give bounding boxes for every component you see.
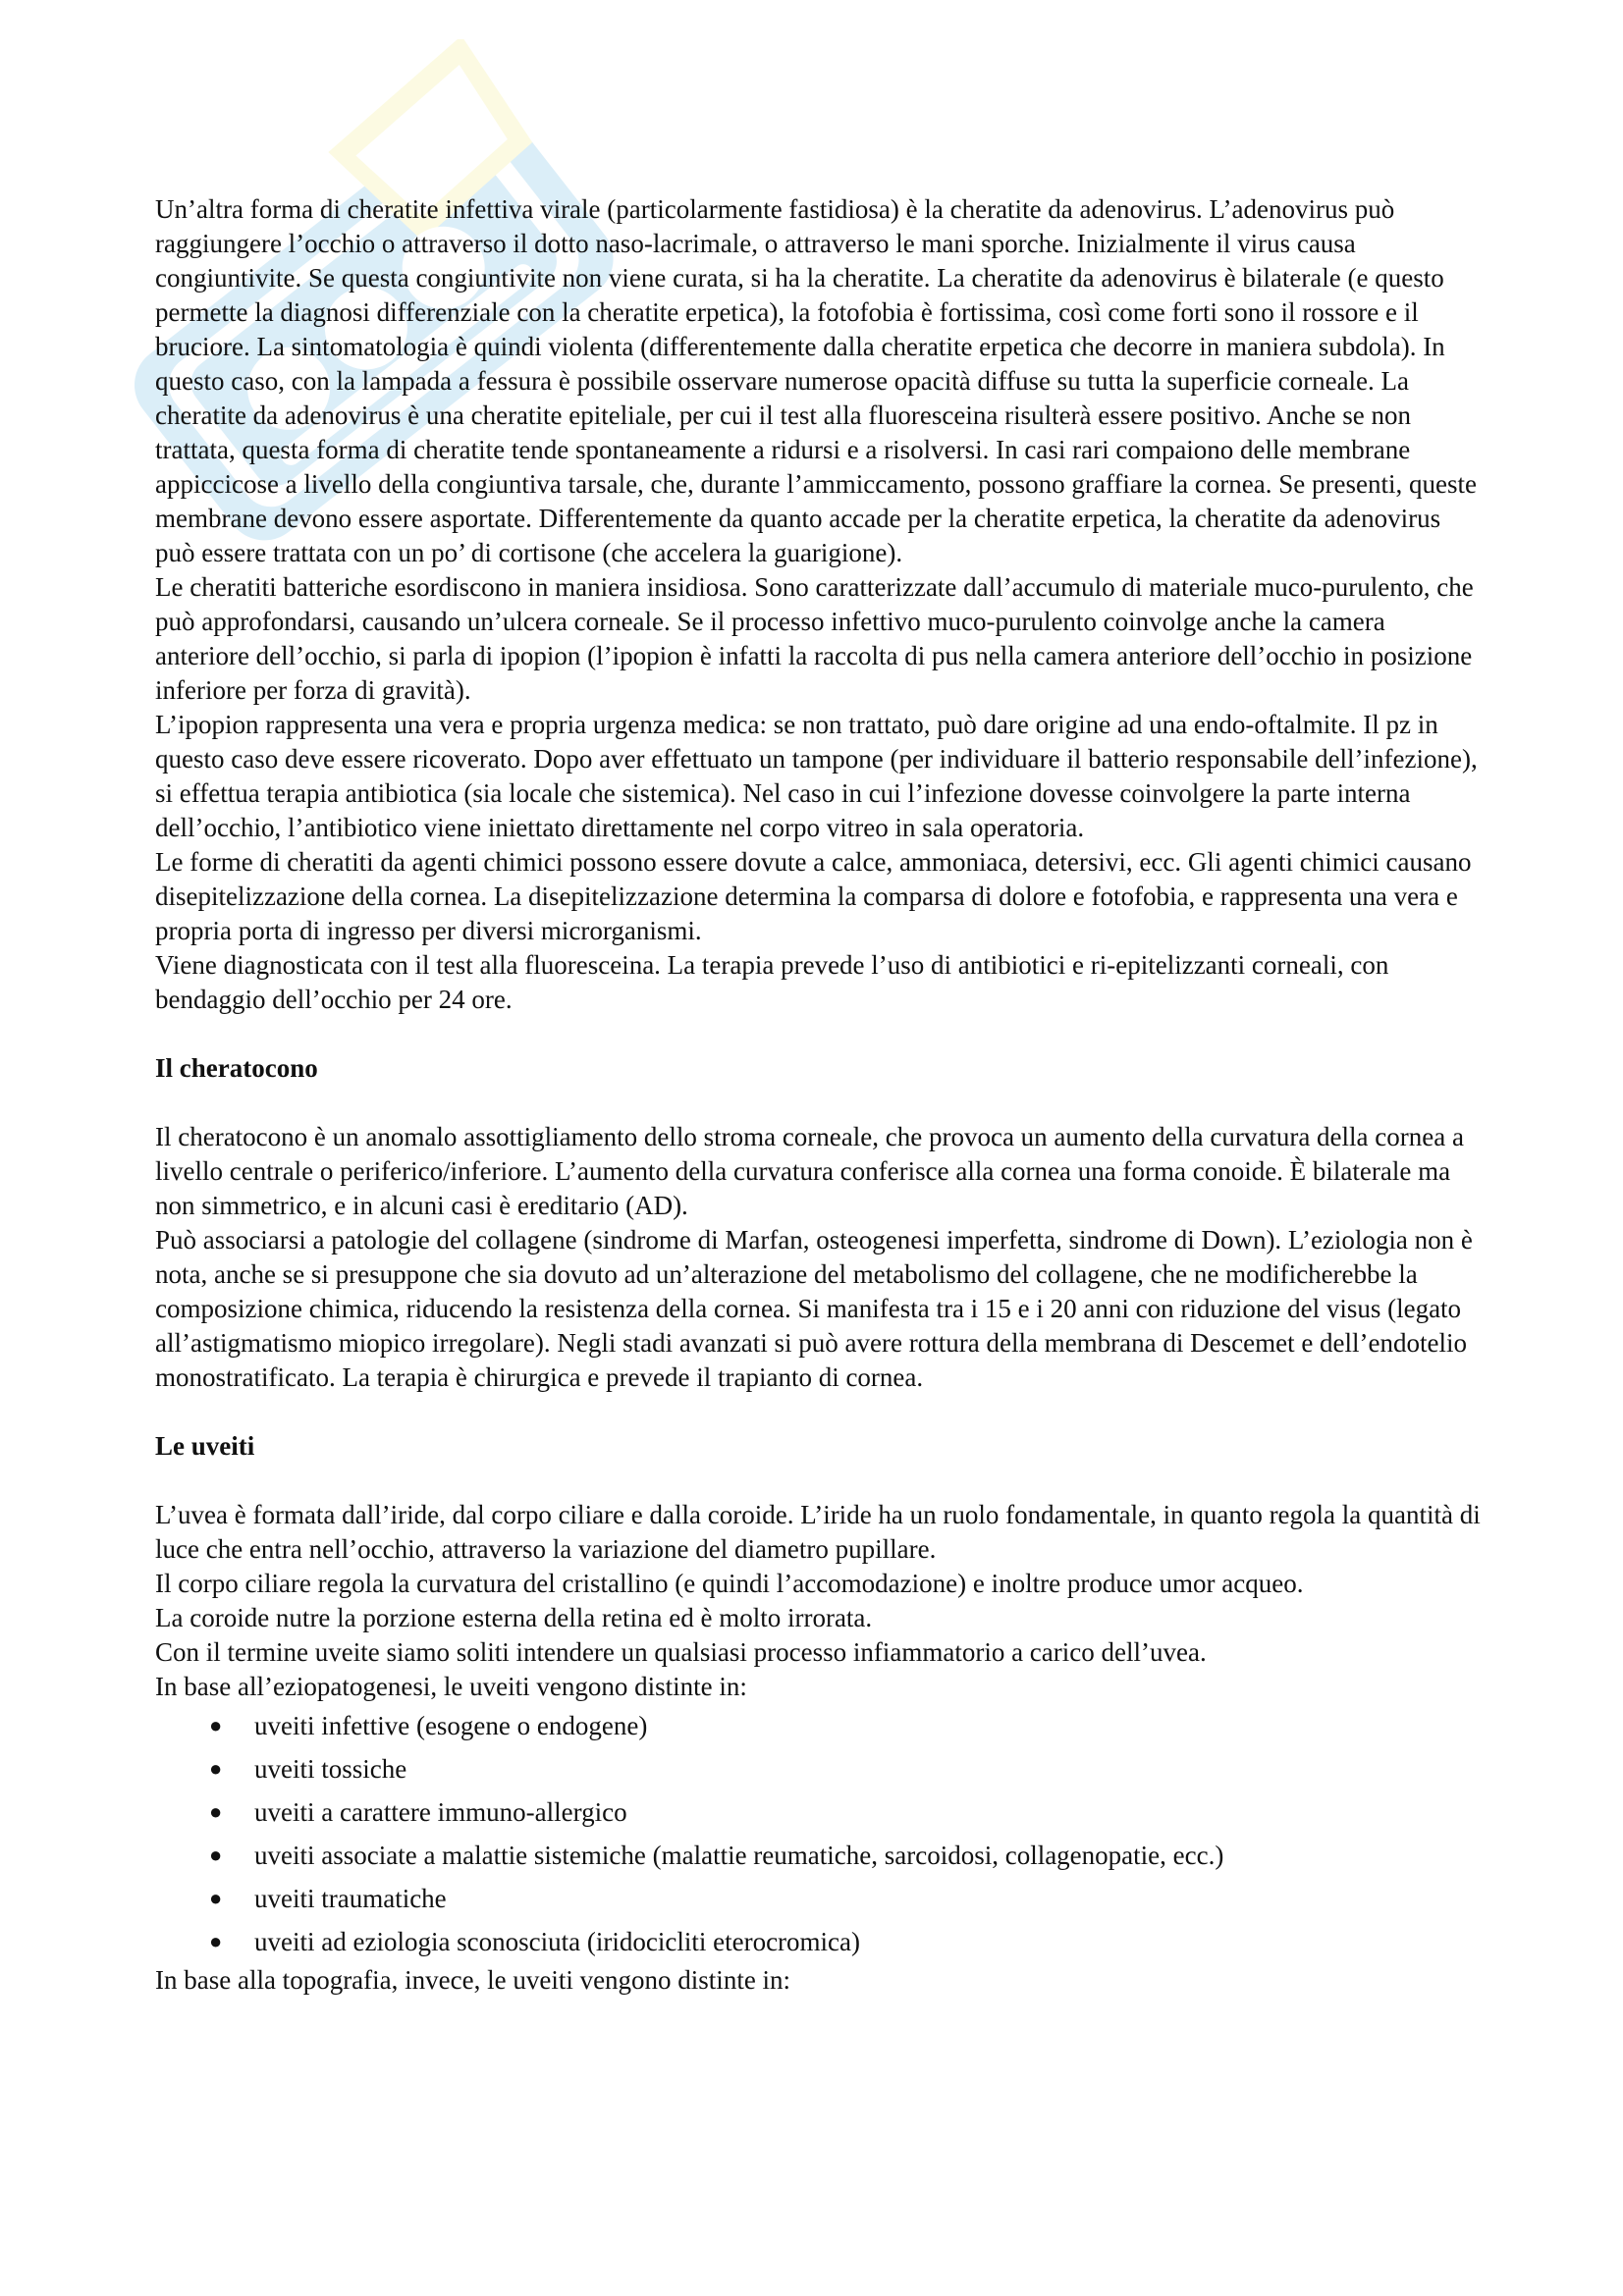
paragraph-cheratocono-definizione: Il cheratocono è un anomalo assottigliamento dello stroma corneale, che provoca un aumento della curvatura della cornea a livello centrale o periferico/inferiore. L’aumento della curvatura conferisce alla cornea una forma conoide. È bilaterale ma non simmetrico, e in alcuni casi è ereditario (AD). bbox=[155, 1122, 1464, 1220]
paragraph-cheratiti-batteriche: Le cheratiti batteriche esordiscono in maniera insidiosa. Sono caratterizzate dall’accumulo di materiale muco-purulento, che può approfondarsi, causando un’ulcera corneale. Se il processo infettivo muco-purulento coinvolge anche la camera anteriore dell’occhio, si parla di ipopion (l’ipopion è infatti la raccolta di pus nella camera anteriore dell’occhio in posizione inferiore per forza di gravità). bbox=[155, 572, 1474, 705]
paragraph-ipopion: L’ipopion rappresenta una vera e propria urgenza medica: se non trattato, può dare origine ad una endo-oftalmite. Il pz in questo caso deve essere ricoverato. Dopo aver effettuato un tampone (per individuare il batterio responsabile dell’infezione), si effettua terapia antibiotica (sia locale che sistemica). Nel caso in cui l’infezione dovesse coinvolgere la parte interna dell’occhio, l’antibiotico viene iniettato direttamente nel corpo vitreo in sala operatoria. bbox=[155, 710, 1478, 842]
paragraph-eziopatogenesi: In base all’eziopatogenesi, le uveiti vengono distinte in: bbox=[155, 1672, 747, 1701]
paragraph-cheratocono-eziologia: Può associarsi a patologie del collagene (sindrome di Marfan, osteogenesi imperfetta, sindrome di Down). L’eziologia non è nota, anche se si presuppone che sia dovuto ad un’alterazione del metabolismo del collagene, che ne modificherebbe la composizione chimica, riducendo la resistenza della cornea. Si manifesta tra i 15 e i 20 anni con riduzione del visus (legato all’astigmatismo miopico irregolare). Negli stadi avanzati si può avere rottura della membrana di Descemet e dell’endotelio monostratificato. La terapia è chirurgica e prevede il trapianto di cornea. bbox=[155, 1225, 1473, 1392]
spacer bbox=[155, 1395, 1481, 1429]
section-cheratiti bbox=[155, 192, 1481, 1017]
document-page bbox=[155, 192, 1481, 1998]
bullet-icon: ● bbox=[209, 1886, 223, 1910]
heading-uveiti: Le uveiti bbox=[155, 1431, 255, 1461]
paragraph-uvea: L’uvea è formata dall’iride, dal corpo ciliare e dalla coroide. L’iride ha un ruolo fondamentale, in quanto regola la quantità di luce che entra nell’occhio, attraverso la variazione del diametro pupillare. bbox=[155, 1500, 1481, 1564]
bullet-icon: ● bbox=[209, 1756, 223, 1781]
spacer bbox=[155, 1017, 1481, 1051]
heading-cheratocono: Il cheratocono bbox=[155, 1053, 318, 1083]
section-cheratocono bbox=[155, 1120, 1481, 1395]
list-item: ● uveiti tossiche bbox=[155, 1747, 1481, 1790]
spacer bbox=[155, 1086, 1481, 1120]
uveiti-list bbox=[155, 1704, 1481, 1963]
list-item: ● uveiti a carattere immuno-allergico bbox=[155, 1790, 1481, 1834]
paragraph-adenovirus: Un’altra forma di cheratite infettiva virale (particolarmente fastidiosa) è la cheratite da adenovirus. L’adenovirus può raggiungere l’occhio o attraverso il dotto naso-lacrimale, o attraverso le mani sporche. Inizialmente il virus causa congiuntivite. Se questa congiuntivite non viene curata, si ha la cheratite. La cheratite da adenovirus è bilaterale (e questo permette la diagnosi differenziale con la cheratite erpetica), la fotofobia è fortissima, così come forti sono il rossore e il bruciore. La sintomatologia è quindi violenta (differentemente dalla cheratite erpetica che decorre in maniera subdola). In questo caso, con la lampada a fessura è possibile osservare numerose opacità diffuse su tutta la superficie corneale. La cheratite da adenovirus è una cheratite epiteliale, per cui il test alla fluoresceina risulterà essere positivo. Anche se non trattata, questa forma di cheratite tende spontaneamente a ridursi e a risolversi. In casi rari compaiono delle membrane appiccicose a livello della congiuntiva tarsale, che, durante l’ammiccamento, possono graffiare la cornea. Se presenti, queste membrane devono essere asportate. Differentemente da quanto accade per la cheratite erpetica, la cheratite da adenovirus può essere trattata con un po’ di cortisone (che accelera la guarigione). bbox=[155, 194, 1477, 567]
bullet-icon: ● bbox=[209, 1713, 223, 1737]
spacer bbox=[155, 1464, 1481, 1498]
bullet-icon: ● bbox=[209, 1842, 223, 1867]
bullet-icon: ● bbox=[209, 1929, 223, 1953]
paragraph-coroide: La coroide nutre la porzione esterna della retina ed è molto irrorata. bbox=[155, 1603, 873, 1632]
paragraph-agenti-chimici: Le forme di cheratiti da agenti chimici possono essere dovute a calce, ammoniaca, detersivi, ecc. Gli agenti chimici causano disepitelizzazione della cornea. La disepitelizzazione determina la comparsa di dolore e fotofobia, e rappresenta una vera e propria porta di ingresso per diversi microrganismi. bbox=[155, 847, 1472, 945]
list-item: ● uveiti infettive (esogene o endogene) bbox=[155, 1704, 1481, 1747]
bullet-icon: ● bbox=[209, 1799, 223, 1824]
list-item: ● uveiti ad eziologia sconosciuta (iridocicliti eterocromica) bbox=[155, 1920, 1481, 1963]
list-item: ● uveiti associate a malattie sistemiche (malattie reumatiche, sarcoidosi, collagenopatie, ecc.) bbox=[155, 1834, 1481, 1877]
list-item: ● uveiti traumatiche bbox=[155, 1877, 1481, 1920]
paragraph-corpo-ciliare: Il corpo ciliare regola la curvatura del cristallino (e quindi l’accomodazione) e inoltre produce umor acqueo. bbox=[155, 1569, 1304, 1598]
paragraph-uveite-definizione: Con il termine uveite siamo soliti intendere un qualsiasi processo infiammatorio a carico dell’uvea. bbox=[155, 1637, 1207, 1667]
section-uveiti bbox=[155, 1498, 1481, 1998]
paragraph-topografia: In base alla topografia, invece, le uveiti vengono distinte in: bbox=[155, 1965, 791, 1995]
paragraph-diagnosi-fluoresceina: Viene diagnosticata con il test alla fluoresceina. La terapia prevede l’uso di antibiotici e ri-epitelizzanti corneali, con bendaggio dell’occhio per 24 ore. bbox=[155, 950, 1389, 1014]
